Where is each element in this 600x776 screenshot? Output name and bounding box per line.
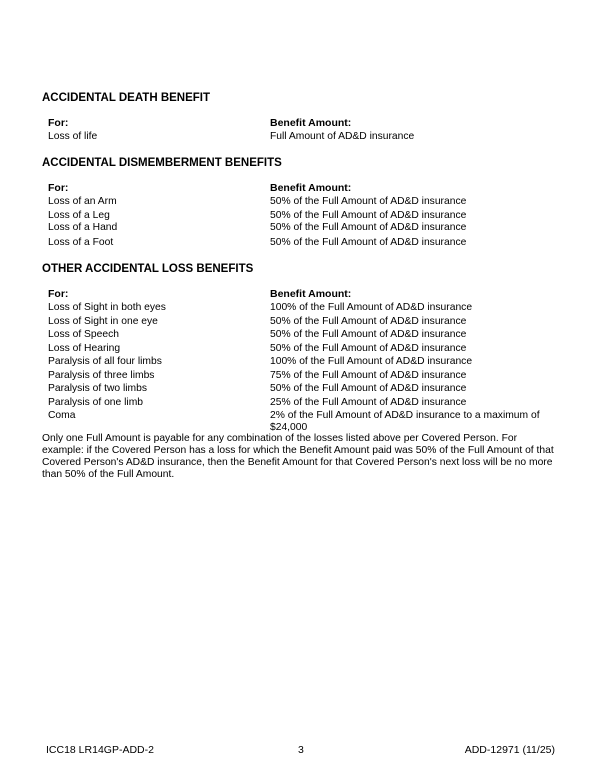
row-amount: 50% of the Full Amount of AD&D insurance — [270, 383, 467, 394]
row-for: Coma — [48, 410, 76, 421]
row-amount: 50% of the Full Amount of AD&D insurance — [270, 210, 467, 221]
row-amount: 50% of the Full Amount of AD&D insurance — [270, 237, 467, 248]
benefit-limit-note: Only one Full Amount is payable for any combination of the losses listed above per Covered Person. For example: if the Covered Person has a loss for which the Benefit Amount paid was 50% of the Full Amount of that Covered Person's AD&D insurance, then the Benefit Amount for that Covered Person's next loss will be no more than 50% of the Full Amount. — [42, 433, 554, 480]
row-amount: 2% of the Full Amount of AD&D insurance to a maximum of — [270, 410, 540, 421]
row-amount: 50% of the Full Amount of AD&D insurance — [270, 222, 467, 233]
footer-page-number: 3 — [298, 744, 304, 756]
row-for: Paralysis of one limb — [48, 397, 143, 408]
row-for: Paralysis of three limbs — [48, 370, 155, 381]
row-for: Paralysis of all four limbs — [48, 356, 162, 367]
row-amount: 100% of the Full Amount of AD&D insurance — [270, 302, 473, 313]
row-amount: Full Amount of AD&D insurance — [270, 131, 415, 142]
section-heading-other-accidental-loss: OTHER ACCIDENTAL LOSS BENEFITS — [42, 263, 254, 275]
row-amount: 50% of the Full Amount of AD&D insurance — [270, 316, 467, 327]
row-for: Loss of Speech — [48, 329, 119, 340]
footer-form-id: ICC18 LR14GP-ADD-2 — [46, 744, 154, 756]
row-for: Loss of Hearing — [48, 343, 121, 354]
row-amount: 50% of the Full Amount of AD&D insurance — [270, 343, 467, 354]
column-header-for: For: — [48, 117, 69, 129]
column-header-benefit-amount: Benefit Amount: — [270, 117, 352, 129]
column-header-for: For: — [48, 288, 69, 300]
column-header-benefit-amount: Benefit Amount: — [270, 288, 352, 300]
row-amount-continued: $24,000 — [270, 422, 308, 433]
row-for: Loss of a Foot — [48, 237, 114, 248]
row-amount: 25% of the Full Amount of AD&D insurance — [270, 397, 467, 408]
section-heading-accidental-dismemberment: ACCIDENTAL DISMEMBERMENT BENEFITS — [42, 157, 282, 169]
section-heading-accidental-death: ACCIDENTAL DEATH BENEFIT — [42, 92, 211, 104]
row-for: Loss of Sight in one eye — [48, 316, 158, 327]
row-amount: 100% of the Full Amount of AD&D insurance — [270, 356, 473, 367]
row-amount: 75% of the Full Amount of AD&D insurance — [270, 370, 467, 381]
row-amount: 50% of the Full Amount of AD&D insurance — [270, 196, 467, 207]
row-amount: 50% of the Full Amount of AD&D insurance — [270, 329, 467, 340]
row-for: Loss of life — [48, 131, 98, 142]
footer-form-code: ADD-12971 (11/25) — [464, 744, 555, 756]
column-header-benefit-amount: Benefit Amount: — [270, 182, 352, 194]
row-for: Paralysis of two limbs — [48, 383, 147, 394]
row-for: Loss of Sight in both eyes — [48, 302, 166, 313]
row-for: Loss of an Arm — [48, 196, 117, 207]
row-for: Loss of a Hand — [48, 222, 118, 233]
column-header-for: For: — [48, 182, 69, 194]
row-for: Loss of a Leg — [48, 210, 110, 221]
